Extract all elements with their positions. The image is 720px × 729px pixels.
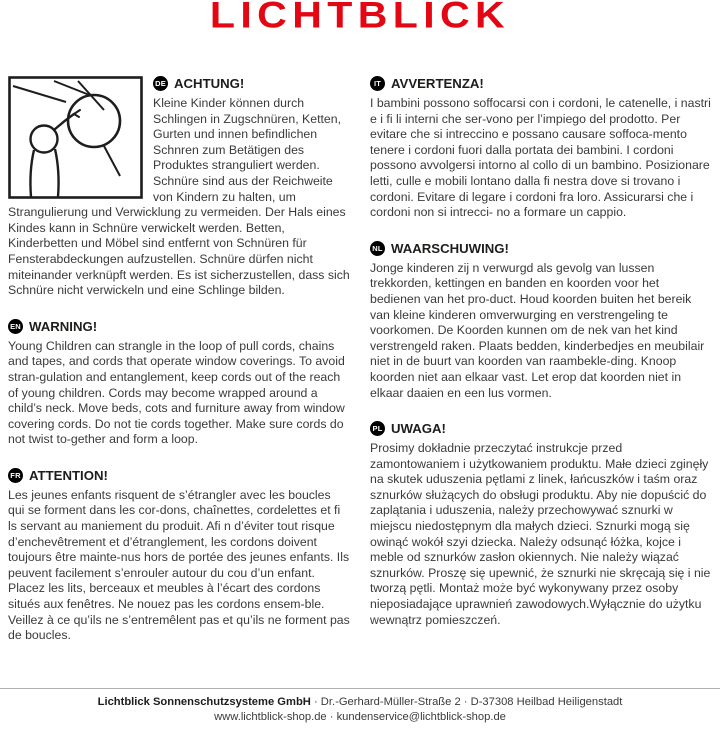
- lichtblick-logo: LICHTBLICK: [209, 0, 511, 37]
- lang-badge-fr: FR: [8, 468, 23, 483]
- section-nl-body: Jonge kinderen zij n verwurgd als gevolg van lussen trekkorden, kettingen en banden en koorden voor het bedienen van het pro-duct. Houd koorden buiten het bereik van kleine kinderen omverwurging en verstrengeling te voorkomen. De Koorden kunnen om de nek van het kind verstrengeld raken. Plaats bedden, kinderbedjes en meubilair niet in de buurt van koorden van raambekle-ding. Knoop koorden niet aan elkaar vast. Let erop dat koorden niet in elkaar daaien en een lus vormen.: [370, 260, 705, 400]
- section-pl-title: UWAGA!: [391, 421, 446, 437]
- section-pl: [370, 421, 712, 628]
- section-en-header: [8, 319, 350, 334]
- section-it-header: [370, 76, 712, 91]
- header: [0, 0, 720, 42]
- section-pl-header: [370, 421, 712, 436]
- section-de-title: ACHTUNG!: [174, 76, 245, 91]
- footer-address: · Dr.-Gerhard-Müller-Straße 2 · D-37308 Heilbad Heiligenstadt: [310, 696, 623, 708]
- section-de-body: Kleine Kinder können durch Schlingen in Zugschnüren, Ketten, Gurten und innen befindlichen Schnren zum Betätigen des Produktes stranguliert werden. Schnüre sind aus der Reichweite von Kindern zu halten, um Strangulierung und Verwicklung zu vermeiden. Der Hals eines Kindes kann in Schnüre verwickelt werden. Betten, Kinderbetten und Möbel sind entfernt von Schnüren für Fensterabdeckungen aufzustellen. Schnüre dürfen nicht miteinander verknüpft werden. Es ist sicherzustellen, dass sich Schnüre nicht verwickeln und eine Schlinge bilden.: [8, 96, 350, 298]
- lang-badge-de: DE: [153, 76, 168, 91]
- section-pl-body: Prosimy dokładnie przeczytać instrukcje przed zamontowaniem i użytkowaniem produktu. Małe dzieci zginęły na skutek uduszenia pętlami z linek, łańcuszków i taśm oraz sznurków służących do obsługi produktu. Aby nie dopuścić do zaplątania i uduszenia, należy przechowywać sznurki w miejscu niedostępnym dla małych dzieci. Sznurki mogą się owinąć wokół szyi dziecka. Należy odsunąć łóżka, kojce i meble od sznurków zasłon okiennych. Nie należy wiązać sznurków. Proszę się upewnić, że sznurki nie skręcają się i nie tworzą pętli. Montaż może być wykonywany przez osoby nieposiadające uprawnień zawodowych.Wyłącznie do użytku wewnątrz pomieszczeń.: [370, 441, 711, 627]
- cord-loop-hazard-illustration: [8, 76, 143, 199]
- section-nl-header: [370, 241, 712, 256]
- lang-badge-en: EN: [8, 319, 23, 334]
- section-fr: [8, 468, 350, 644]
- section-en-body: Young Children can strangle in the loop of pull cords, chains and tapes, and cords that operate window coverings. To avoid stran-gulation and entanglement, keep cords out of the reach of young children. Cords may become wrapped around a child’s neck. Move beds, cots and furniture away from window covering cords. Do not tie cords together. Make sure cords do not twist to-gether and form a loop.: [8, 338, 345, 447]
- child-cord-hazard-drawing: [8, 76, 143, 199]
- footer-address-line: [8, 695, 712, 710]
- section-fr-title: ATTENTION!: [29, 467, 108, 483]
- lang-badge-nl: NL: [370, 241, 385, 256]
- left-column: [8, 76, 350, 688]
- footer-company-name: Lichtblick Sonnenschutzsysteme GmbH: [97, 696, 311, 708]
- footer-contact-line: www.lichtblick-shop.de · kundenservice@lichtblick-shop.de: [214, 711, 506, 723]
- footer: [0, 688, 720, 729]
- section-it-title: AVVERTENZA!: [391, 76, 484, 91]
- section-fr-body: Les jeunes enfants risquent de s’étrangler avec les boucles qui se forment dans les cor-dons, chaînettes, cordelettes et fi ls servant au maniement du produit. Afi n d’éviter tout risque d’enchevêtrement et d’étranglement, les cordons doivent toujours être mainte-nus hors de portée des jeunes enfants. Ils peuvent facilement s’enrouler autour du cou d’un enfant. Placez les lits, berceaux et meubles à l’écart des cordons situés aux fenêtres. Ne nouez pas les cordons ensem-ble. Veillez à ce qu’ils ne s’entremêlent pas et qu’ils ne forment pas de boucles.: [8, 487, 350, 643]
- content-columns: [0, 42, 720, 688]
- right-column: [370, 76, 712, 688]
- section-nl-title: WAARSCHUWING!: [391, 240, 509, 256]
- section-it-body: I bambini possono soffocarsi con i cordoni, le catenelle, i nastri e i fi li interni che ser-vono per l’impiego del prodotto. Per evitare che si intreccino e possano causare soffoca-mento tenere i cordoni fuori dalla portata dei bambini. I cordoni possono avvolgersi intorno al collo di un bambino. Posizionare letti, culle e mobili lontano dalla fi nestra dove si trovano i cordoni. Evitare di legare i cordoni fra loro. Assicurarsi che i cordoni non si intrecci- no a formare un cappio.: [370, 96, 711, 220]
- section-de-header: [153, 76, 350, 91]
- lang-badge-it: IT: [370, 76, 385, 91]
- section-it: [370, 76, 712, 221]
- section-en: [8, 319, 350, 448]
- section-fr-header: [8, 468, 350, 483]
- section-nl: [370, 241, 712, 401]
- section-en-title: WARNING!: [29, 318, 98, 334]
- lang-badge-pl: PL: [370, 421, 385, 436]
